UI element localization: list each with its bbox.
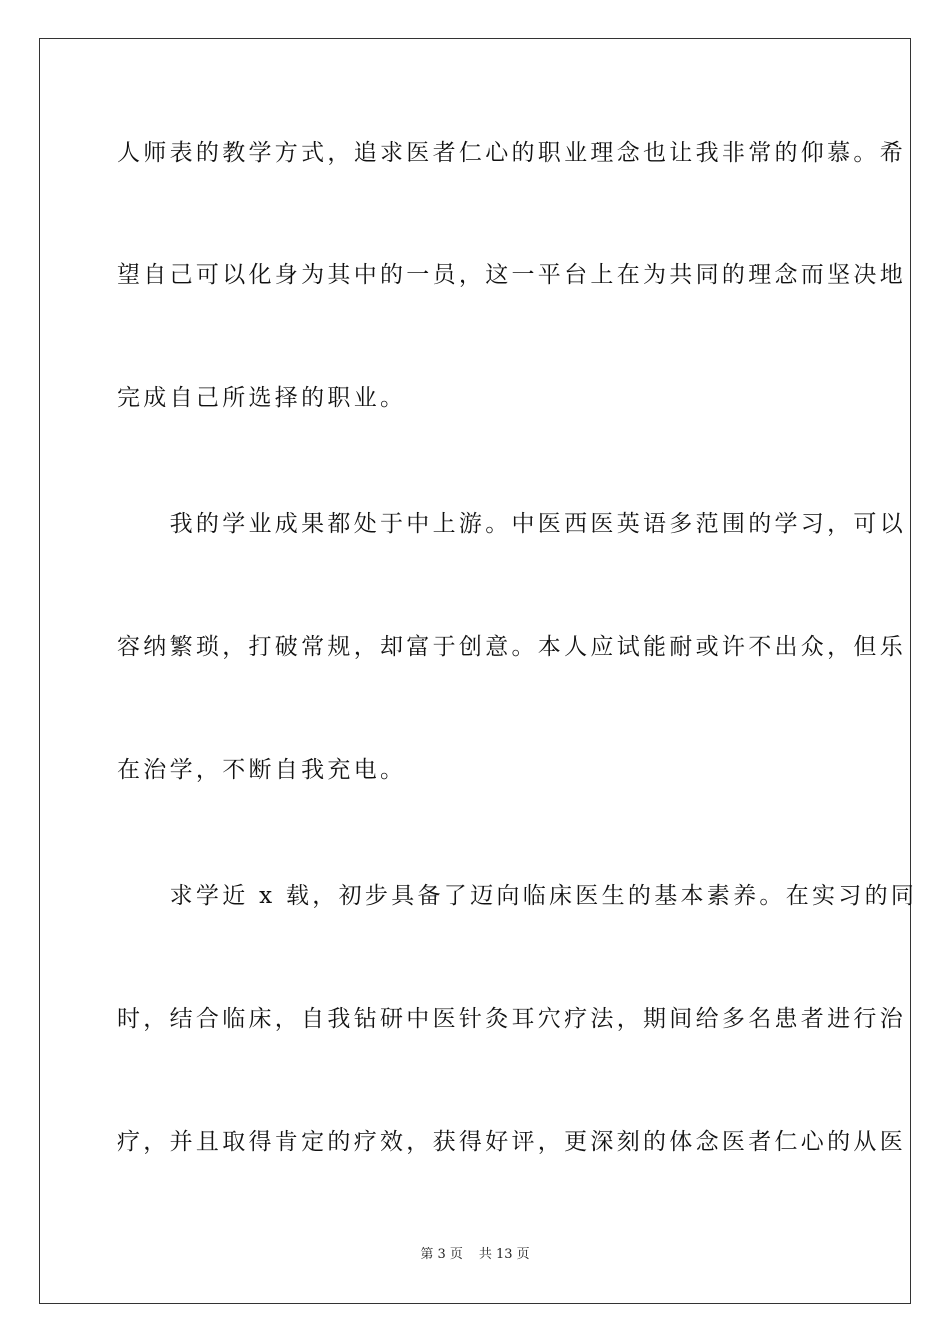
text-line-6: 在治学，不断自我充电。 (117, 757, 407, 783)
text-line-2: 望自己可以化身为其中的一员，这一平台上在为共同的理念而坚决地 (117, 262, 906, 288)
page-number: 第 3 页 (420, 1247, 463, 1262)
text-line-7: 求学近 x 载，初步具备了迈向临床医生的基本素养。在实习的同 (117, 883, 918, 909)
page-total: 共 13 页 (478, 1247, 530, 1262)
text-line-4: 我的学业成果都处于中上游。中医西医英语多范围的学习，可以 (117, 511, 906, 537)
text-line-1: 人师表的教学方式，追求医者仁心的职业理念也让我非常的仰慕。希 (117, 140, 906, 166)
text-line-5: 容纳繁琐，打破常规，却富于创意。本人应试能耐或许不出众，但乐 (117, 634, 906, 660)
text-line-9: 疗，并且取得肯定的疗效，获得好评，更深刻的体念医者仁心的从医 (117, 1129, 906, 1155)
text-line-8: 时，结合临床，自我钻研中医针灸耳穴疗法，期间给多名患者进行治 (117, 1006, 906, 1032)
text-line-3: 完成自己所选择的职业。 (117, 385, 407, 411)
page-border (39, 38, 918, 1304)
page-footer (0, 1246, 950, 1264)
